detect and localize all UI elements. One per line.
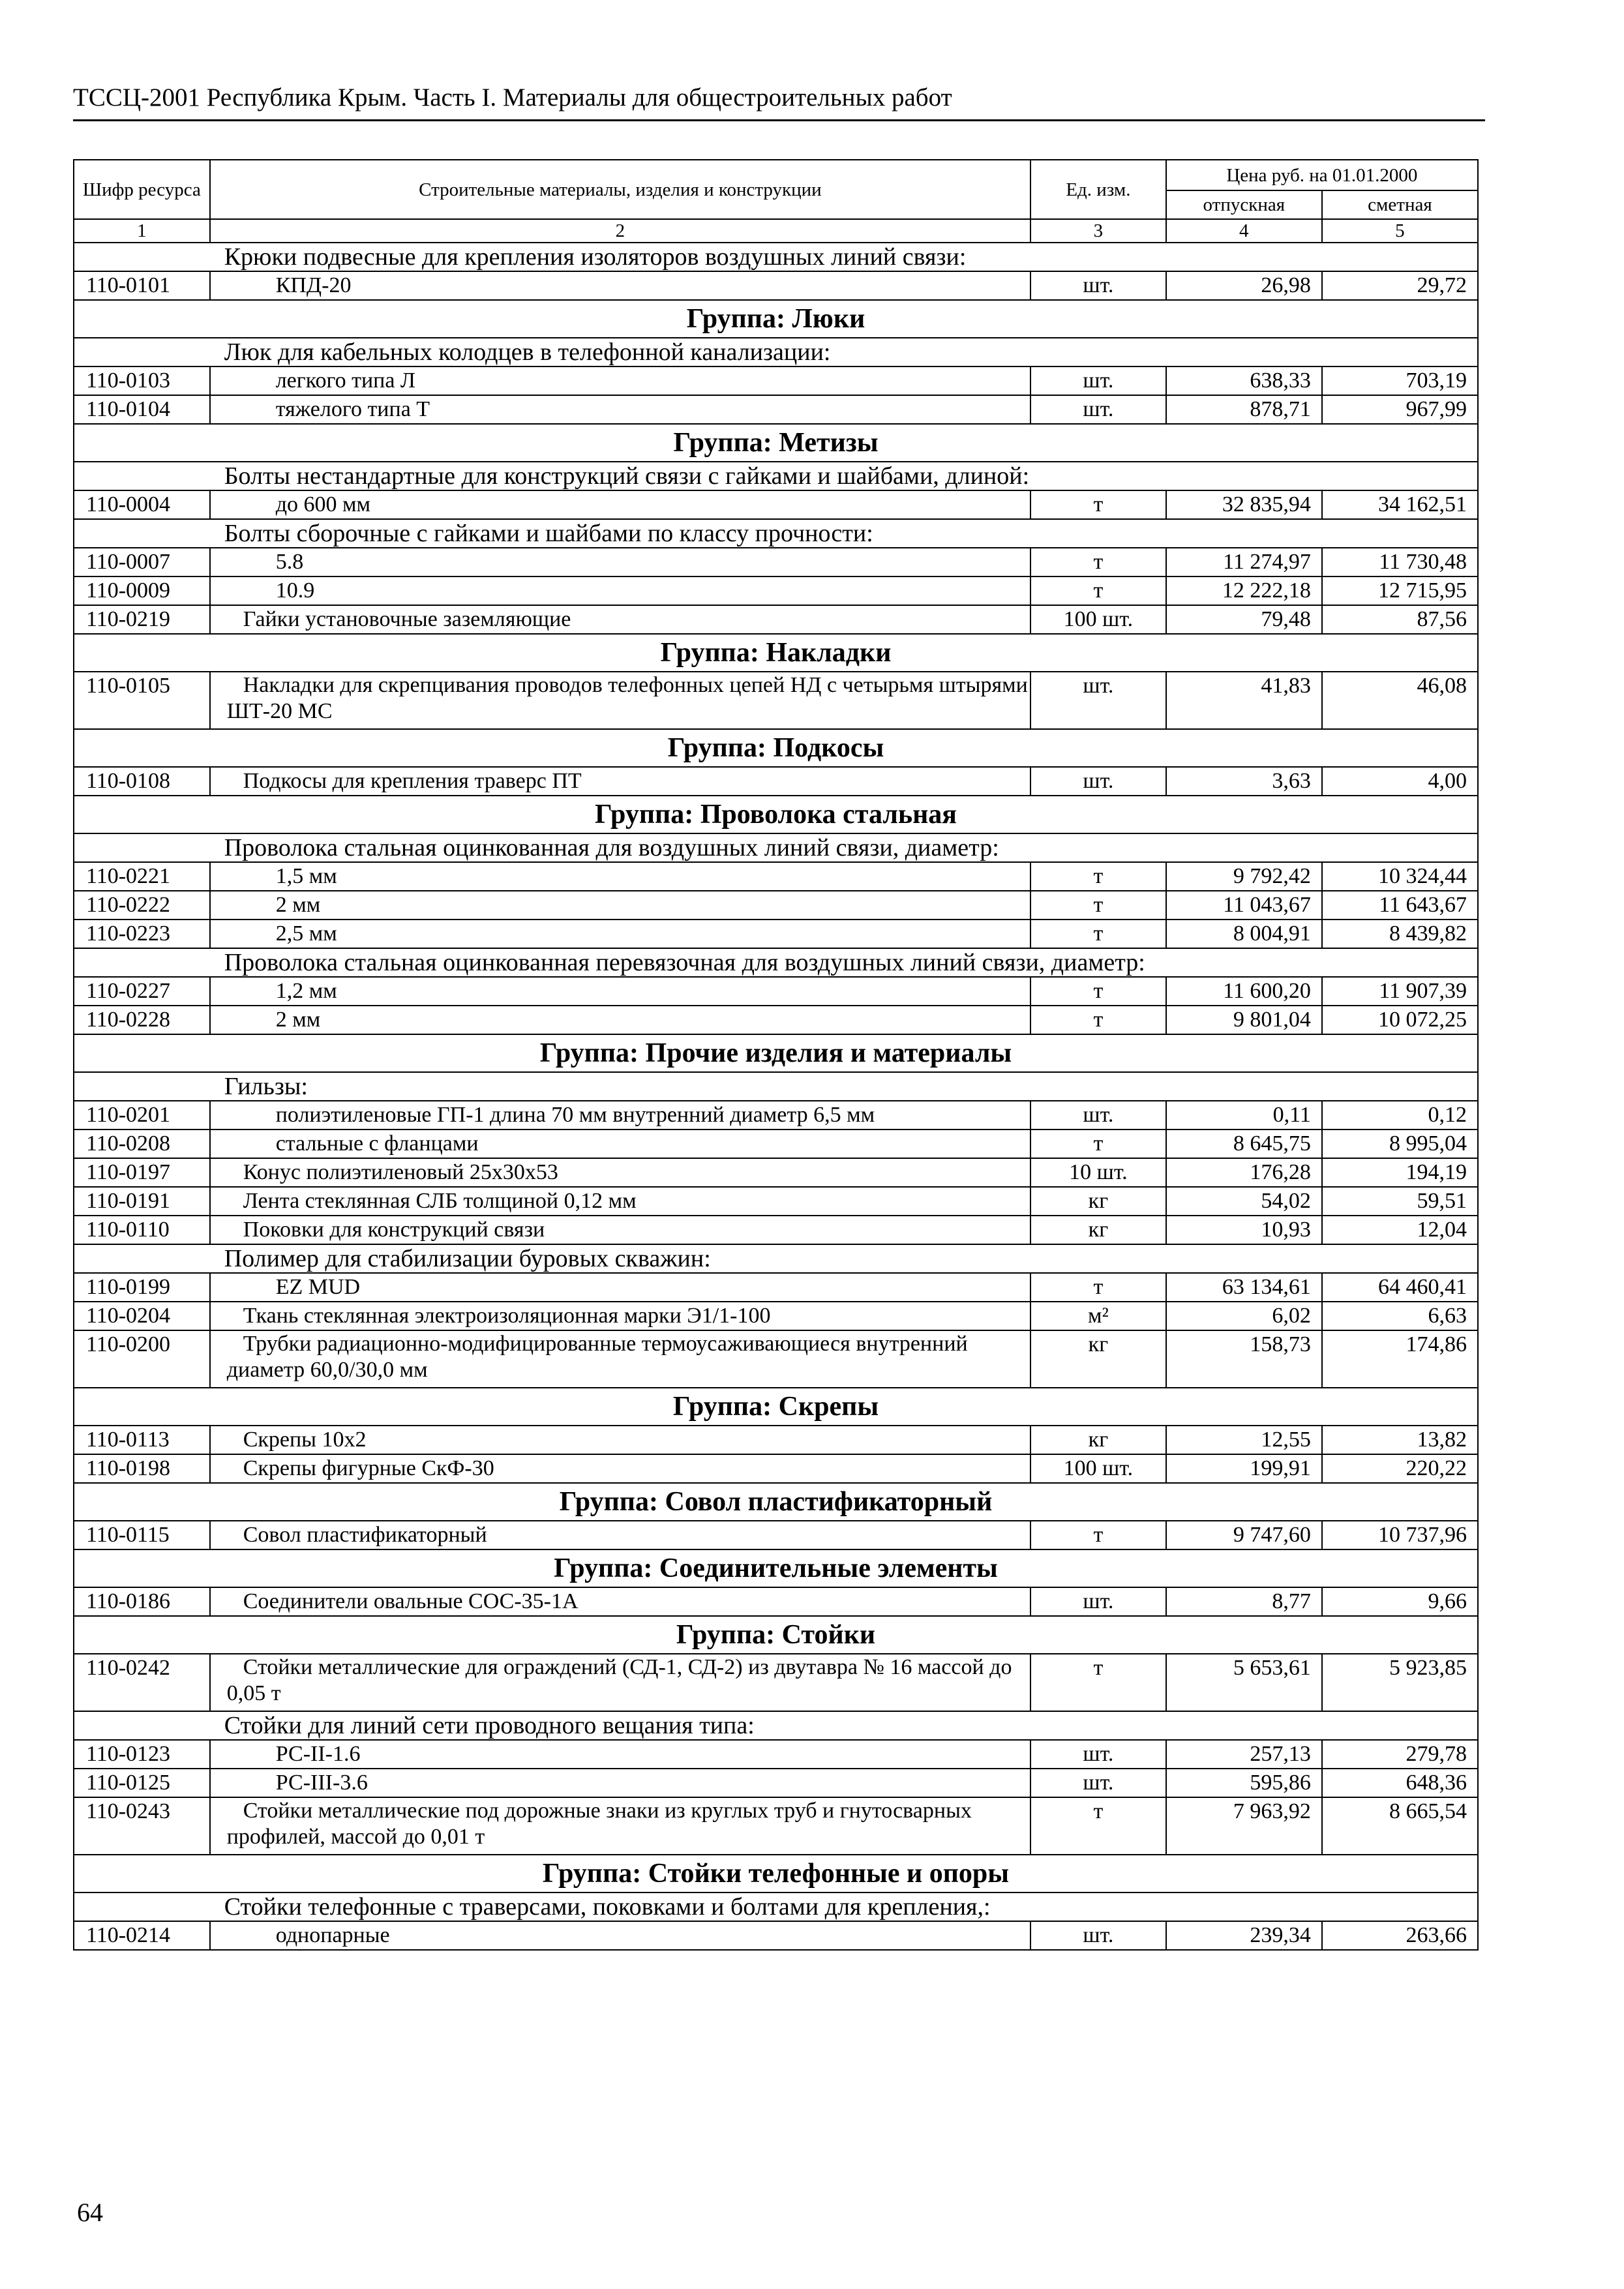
- subheading-text: Стойки телефонные с траверсами, поковками и болтами для крепления,:: [210, 1893, 1478, 1921]
- material-name-cell: Трубки радиационно-модифицированные термоусаживающиеся внутренний диаметр 60,0/30,0 мм: [210, 1330, 1030, 1388]
- group-heading: Группа: Прочие изделия и материалы: [74, 1034, 1478, 1072]
- resource-code-cell: 110-0243: [74, 1797, 210, 1855]
- resource-code-cell: 110-0115: [74, 1521, 210, 1549]
- resource-code-cell: 110-0219: [74, 605, 210, 634]
- unit-cell: т: [1030, 920, 1166, 948]
- release-price-cell: 638,33: [1166, 367, 1322, 395]
- resource-code-cell: 110-0113: [74, 1426, 210, 1454]
- table-row: [74, 1921, 1478, 1950]
- unit-cell: т: [1030, 1273, 1166, 1302]
- unit-cell: т: [1030, 576, 1166, 605]
- estimate-price-cell: 5 923,85: [1322, 1654, 1478, 1711]
- estimate-price-cell: 9,66: [1322, 1587, 1478, 1616]
- resource-code-cell: 110-0191: [74, 1187, 210, 1216]
- material-name-cell: Соединители овальные СОС-35-1А: [210, 1587, 1030, 1616]
- estimate-price-cell: 29,72: [1322, 271, 1478, 300]
- unit-cell: т: [1030, 1130, 1166, 1158]
- table-header: [74, 160, 1478, 243]
- unit-cell: шт.: [1030, 395, 1166, 424]
- resource-code-cell: 110-0200: [74, 1330, 210, 1388]
- subheading-row: [74, 338, 1478, 367]
- material-name-cell: Накладки для скрепцивания проводов телефонных цепей НД с четырьмя штырями ШТ-20 МС: [210, 672, 1030, 729]
- resource-code-cell: 110-0004: [74, 490, 210, 519]
- table-row: [74, 271, 1478, 300]
- subheading-row: [74, 833, 1478, 862]
- material-name-cell: 5.8: [210, 548, 1030, 576]
- resource-code-cell: 110-0242: [74, 1654, 210, 1711]
- col-header-estimate: сметная: [1322, 190, 1478, 219]
- group-heading: Группа: Соединительные элементы: [74, 1549, 1478, 1587]
- table-row: [74, 1521, 1478, 1549]
- estimate-price-cell: 279,78: [1322, 1740, 1478, 1769]
- estimate-price-cell: 11 730,48: [1322, 548, 1478, 576]
- page-number: 64: [77, 2198, 103, 2227]
- col-number: 4: [1166, 219, 1322, 243]
- table-row: [74, 1330, 1478, 1388]
- group-heading: Группа: Скрепы: [74, 1388, 1478, 1426]
- subheading-spacer: [74, 1711, 210, 1740]
- group-heading-row: [74, 1616, 1478, 1654]
- estimate-price-cell: 59,51: [1322, 1187, 1478, 1216]
- release-price-cell: 12 222,18: [1166, 576, 1322, 605]
- unit-cell: т: [1030, 862, 1166, 891]
- resource-code-cell: 110-0214: [74, 1921, 210, 1950]
- release-price-cell: 10,93: [1166, 1216, 1322, 1244]
- unit-cell: шт.: [1030, 1740, 1166, 1769]
- estimate-price-cell: 12,04: [1322, 1216, 1478, 1244]
- unit-cell: кг: [1030, 1330, 1166, 1388]
- estimate-price-cell: 13,82: [1322, 1426, 1478, 1454]
- estimate-price-cell: 6,63: [1322, 1302, 1478, 1330]
- material-name-cell: Подкосы для крепления траверс ПТ: [210, 767, 1030, 796]
- resource-code-cell: 110-0221: [74, 862, 210, 891]
- group-heading-row: [74, 634, 1478, 672]
- estimate-price-cell: 10 324,44: [1322, 862, 1478, 891]
- table-row: [74, 576, 1478, 605]
- release-price-cell: 11 600,20: [1166, 977, 1322, 1006]
- estimate-price-cell: 10 072,25: [1322, 1006, 1478, 1034]
- estimate-price-cell: 10 737,96: [1322, 1521, 1478, 1549]
- subheading-text: Люк для кабельных колодцев в телефонной канализации:: [210, 338, 1478, 367]
- material-name-cell: Совол пластификаторный: [210, 1521, 1030, 1549]
- table-row: [74, 1797, 1478, 1855]
- group-heading-row: [74, 300, 1478, 338]
- release-price-cell: 8 004,91: [1166, 920, 1322, 948]
- estimate-price-cell: 194,19: [1322, 1158, 1478, 1187]
- material-name-cell: до 600 мм: [210, 490, 1030, 519]
- material-name-cell: Скрепы 10х2: [210, 1426, 1030, 1454]
- material-name-cell: 2,5 мм: [210, 920, 1030, 948]
- table-row: [74, 767, 1478, 796]
- table-row: [74, 605, 1478, 634]
- unit-cell: шт.: [1030, 271, 1166, 300]
- estimate-price-cell: 4,00: [1322, 767, 1478, 796]
- resource-code-cell: 110-0108: [74, 767, 210, 796]
- table-row: [74, 1130, 1478, 1158]
- estimate-price-cell: 703,19: [1322, 367, 1478, 395]
- subheading-text: Стойки для линий сети проводного вещания типа:: [210, 1711, 1478, 1740]
- subheading-row: [74, 948, 1478, 977]
- table-row: [74, 1101, 1478, 1130]
- material-name-cell: Гайки установочные заземляющие: [210, 605, 1030, 634]
- estimate-price-cell: 8 439,82: [1322, 920, 1478, 948]
- unit-cell: т: [1030, 1797, 1166, 1855]
- col-number: 3: [1030, 219, 1166, 243]
- col-header-unit: Ед. изм.: [1030, 160, 1166, 219]
- table-row: [74, 1158, 1478, 1187]
- estimate-price-cell: 11 907,39: [1322, 977, 1478, 1006]
- col-number: 5: [1322, 219, 1478, 243]
- material-name-cell: Поковки для конструкций связи: [210, 1216, 1030, 1244]
- material-name-cell: 10.9: [210, 576, 1030, 605]
- col-header-name: Строительные материалы, изделия и конструкции: [210, 160, 1030, 219]
- unit-cell: шт.: [1030, 1769, 1166, 1797]
- resource-code-cell: 110-0101: [74, 271, 210, 300]
- subheading-spacer: [74, 1244, 210, 1273]
- unit-cell: т: [1030, 490, 1166, 519]
- table-row: [74, 920, 1478, 948]
- unit-cell: т: [1030, 1654, 1166, 1711]
- estimate-price-cell: 263,66: [1322, 1921, 1478, 1950]
- table-row: [74, 1769, 1478, 1797]
- material-name-cell: стальные с фланцами: [210, 1130, 1030, 1158]
- unit-cell: т: [1030, 977, 1166, 1006]
- estimate-price-cell: 34 162,51: [1322, 490, 1478, 519]
- table-row: [74, 367, 1478, 395]
- table-row: [74, 891, 1478, 920]
- table-row: [74, 1454, 1478, 1483]
- page-header-title: ТССЦ-2001 Республика Крым. Часть I. Материалы для общестроительных работ: [73, 83, 952, 112]
- unit-cell: шт.: [1030, 1101, 1166, 1130]
- subheading-text: Крюки подвесные для крепления изоляторов воздушных линий связи:: [210, 243, 1478, 271]
- release-price-cell: 176,28: [1166, 1158, 1322, 1187]
- group-heading-row: [74, 1034, 1478, 1072]
- header-rule: [73, 119, 1485, 121]
- estimate-price-cell: 8 665,54: [1322, 1797, 1478, 1855]
- resource-code-cell: 110-0199: [74, 1273, 210, 1302]
- release-price-cell: 199,91: [1166, 1454, 1322, 1483]
- estimate-price-cell: 967,99: [1322, 395, 1478, 424]
- subheading-text: Проволока стальная оцинкованная для воздушных линий связи, диаметр:: [210, 833, 1478, 862]
- subheading-row: [74, 1711, 1478, 1740]
- release-price-cell: 595,86: [1166, 1769, 1322, 1797]
- group-heading: Группа: Стойки: [74, 1616, 1478, 1654]
- table-row: [74, 977, 1478, 1006]
- material-name-cell: РС-II-1.6: [210, 1740, 1030, 1769]
- table-row: [74, 1426, 1478, 1454]
- group-heading-row: [74, 1483, 1478, 1521]
- group-heading-row: [74, 1549, 1478, 1587]
- unit-cell: т: [1030, 548, 1166, 576]
- resource-code-cell: 110-0228: [74, 1006, 210, 1034]
- table-row: [74, 862, 1478, 891]
- unit-cell: 100 шт.: [1030, 1454, 1166, 1483]
- group-heading-row: [74, 424, 1478, 462]
- group-heading-row: [74, 1855, 1478, 1893]
- table-row: [74, 1740, 1478, 1769]
- resource-code-cell: 110-0222: [74, 891, 210, 920]
- resource-code-cell: 110-0009: [74, 576, 210, 605]
- subheading-text: Гильзы:: [210, 1072, 1478, 1101]
- resource-code-cell: 110-0007: [74, 548, 210, 576]
- unit-cell: шт.: [1030, 767, 1166, 796]
- unit-cell: 100 шт.: [1030, 605, 1166, 634]
- col-header-price-group: Цена руб. на 01.01.2000: [1166, 160, 1478, 190]
- estimate-price-cell: 11 643,67: [1322, 891, 1478, 920]
- group-heading-row: [74, 1388, 1478, 1426]
- subheading-spacer: [74, 1893, 210, 1921]
- group-heading: Группа: Проволока стальная: [74, 796, 1478, 833]
- estimate-price-cell: 0,12: [1322, 1101, 1478, 1130]
- release-price-cell: 54,02: [1166, 1187, 1322, 1216]
- unit-cell: шт.: [1030, 1587, 1166, 1616]
- subheading-row: [74, 1244, 1478, 1273]
- release-price-cell: 239,34: [1166, 1921, 1322, 1950]
- unit-cell: кг: [1030, 1216, 1166, 1244]
- material-name-cell: Ткань стеклянная электроизоляционная марки Э1/1-100: [210, 1302, 1030, 1330]
- subheading-spacer: [74, 243, 210, 271]
- release-price-cell: 41,83: [1166, 672, 1322, 729]
- material-name-cell: однопарные: [210, 1921, 1030, 1950]
- group-heading: Группа: Люки: [74, 300, 1478, 338]
- unit-cell: м²: [1030, 1302, 1166, 1330]
- subheading-text: Болты сборочные с гайками и шайбами по классу прочности:: [210, 519, 1478, 548]
- table-row: [74, 548, 1478, 576]
- material-name-cell: 1,2 мм: [210, 977, 1030, 1006]
- material-name-cell: 2 мм: [210, 1006, 1030, 1034]
- release-price-cell: 12,55: [1166, 1426, 1322, 1454]
- col-header-code: Шифр ресурса: [74, 160, 210, 219]
- resource-code-cell: 110-0198: [74, 1454, 210, 1483]
- group-heading-row: [74, 796, 1478, 833]
- subheading-text: Проволока стальная оцинкованная перевязочная для воздушных линий связи, диаметр:: [210, 948, 1478, 977]
- resource-code-cell: 110-0105: [74, 672, 210, 729]
- resource-code-cell: 110-0125: [74, 1769, 210, 1797]
- resource-code-cell: 110-0123: [74, 1740, 210, 1769]
- resource-code-cell: 110-0103: [74, 367, 210, 395]
- resource-code-cell: 110-0227: [74, 977, 210, 1006]
- resource-code-cell: 110-0223: [74, 920, 210, 948]
- group-heading: Группа: Накладки: [74, 634, 1478, 672]
- subheading-spacer: [74, 1072, 210, 1101]
- release-price-cell: 5 653,61: [1166, 1654, 1322, 1711]
- material-name-cell: РС-III-3.6: [210, 1769, 1030, 1797]
- col-number: 1: [74, 219, 210, 243]
- material-name-cell: 2 мм: [210, 891, 1030, 920]
- estimate-price-cell: 220,22: [1322, 1454, 1478, 1483]
- release-price-cell: 9 792,42: [1166, 862, 1322, 891]
- subheading-row: [74, 462, 1478, 490]
- subheading-spacer: [74, 462, 210, 490]
- material-name-cell: тяжелого типа Т: [210, 395, 1030, 424]
- table-row: [74, 672, 1478, 729]
- release-price-cell: 257,13: [1166, 1740, 1322, 1769]
- estimate-price-cell: 64 460,41: [1322, 1273, 1478, 1302]
- resource-code-cell: 110-0104: [74, 395, 210, 424]
- material-name-cell: полиэтиленовые ГП-1 длина 70 мм внутренний диаметр 6,5 мм: [210, 1101, 1030, 1130]
- price-table: [73, 159, 1479, 1951]
- subheading-row: [74, 1072, 1478, 1101]
- unit-cell: 10 шт.: [1030, 1158, 1166, 1187]
- unit-cell: т: [1030, 891, 1166, 920]
- group-heading: Группа: Метизы: [74, 424, 1478, 462]
- group-heading-row: [74, 729, 1478, 767]
- unit-cell: кг: [1030, 1187, 1166, 1216]
- release-price-cell: 158,73: [1166, 1330, 1322, 1388]
- release-price-cell: 8,77: [1166, 1587, 1322, 1616]
- material-name-cell: Стойки металлические для ограждений (СД-1, СД-2) из двутавра № 16 массой до 0,05 т: [210, 1654, 1030, 1711]
- resource-code-cell: 110-0204: [74, 1302, 210, 1330]
- table-row: [74, 1654, 1478, 1711]
- subheading-text: Полимер для стабилизации буровых скважин:: [210, 1244, 1478, 1273]
- material-name-cell: Конус полиэтиленовый 25х30х53: [210, 1158, 1030, 1187]
- unit-cell: т: [1030, 1521, 1166, 1549]
- resource-code-cell: 110-0186: [74, 1587, 210, 1616]
- material-name-cell: Скрепы фигурные СкФ-30: [210, 1454, 1030, 1483]
- group-heading: Группа: Подкосы: [74, 729, 1478, 767]
- release-price-cell: 6,02: [1166, 1302, 1322, 1330]
- release-price-cell: 7 963,92: [1166, 1797, 1322, 1855]
- material-name-cell: EZ MUD: [210, 1273, 1030, 1302]
- estimate-price-cell: 46,08: [1322, 672, 1478, 729]
- estimate-price-cell: 8 995,04: [1322, 1130, 1478, 1158]
- resource-code-cell: 110-0110: [74, 1216, 210, 1244]
- table-row: [74, 1006, 1478, 1034]
- subheading-row: [74, 519, 1478, 548]
- group-heading: Группа: Стойки телефонные и опоры: [74, 1855, 1478, 1893]
- table-row: [74, 490, 1478, 519]
- col-number: 2: [210, 219, 1030, 243]
- unit-cell: кг: [1030, 1426, 1166, 1454]
- group-heading: Группа: Совол пластификаторный: [74, 1483, 1478, 1521]
- material-name-cell: Стойки металлические под дорожные знаки из круглых труб и гнутосварных профилей, массой до 0,01 т: [210, 1797, 1030, 1855]
- subheading-row: [74, 243, 1478, 271]
- subheading-spacer: [74, 519, 210, 548]
- estimate-price-cell: 12 715,95: [1322, 576, 1478, 605]
- table-row: [74, 1187, 1478, 1216]
- subheading-text: Болты нестандартные для конструкций связи с гайками и шайбами, длиной:: [210, 462, 1478, 490]
- release-price-cell: 79,48: [1166, 605, 1322, 634]
- release-price-cell: 11 043,67: [1166, 891, 1322, 920]
- estimate-price-cell: 174,86: [1322, 1330, 1478, 1388]
- release-price-cell: 9 801,04: [1166, 1006, 1322, 1034]
- estimate-price-cell: 648,36: [1322, 1769, 1478, 1797]
- unit-cell: шт.: [1030, 367, 1166, 395]
- subheading-spacer: [74, 338, 210, 367]
- estimate-price-cell: 87,56: [1322, 605, 1478, 634]
- resource-code-cell: 110-0197: [74, 1158, 210, 1187]
- material-name-cell: 1,5 мм: [210, 862, 1030, 891]
- release-price-cell: 0,11: [1166, 1101, 1322, 1130]
- subheading-spacer: [74, 833, 210, 862]
- release-price-cell: 32 835,94: [1166, 490, 1322, 519]
- subheading-row: [74, 1893, 1478, 1921]
- subheading-spacer: [74, 948, 210, 977]
- table-row: [74, 1273, 1478, 1302]
- release-price-cell: 9 747,60: [1166, 1521, 1322, 1549]
- release-price-cell: 8 645,75: [1166, 1130, 1322, 1158]
- table-row: [74, 1587, 1478, 1616]
- release-price-cell: 63 134,61: [1166, 1273, 1322, 1302]
- table-row: [74, 395, 1478, 424]
- table-body: [74, 243, 1478, 1950]
- release-price-cell: 11 274,97: [1166, 548, 1322, 576]
- table-row: [74, 1302, 1478, 1330]
- unit-cell: шт.: [1030, 672, 1166, 729]
- unit-cell: т: [1030, 1006, 1166, 1034]
- material-name-cell: КПД-20: [210, 271, 1030, 300]
- material-name-cell: легкого типа Л: [210, 367, 1030, 395]
- resource-code-cell: 110-0201: [74, 1101, 210, 1130]
- unit-cell: шт.: [1030, 1921, 1166, 1950]
- table-row: [74, 1216, 1478, 1244]
- release-price-cell: 878,71: [1166, 395, 1322, 424]
- release-price-cell: 3,63: [1166, 767, 1322, 796]
- col-header-release: отпускная: [1166, 190, 1322, 219]
- material-name-cell: Лента стеклянная СЛБ толщиной 0,12 мм: [210, 1187, 1030, 1216]
- release-price-cell: 26,98: [1166, 271, 1322, 300]
- resource-code-cell: 110-0208: [74, 1130, 210, 1158]
